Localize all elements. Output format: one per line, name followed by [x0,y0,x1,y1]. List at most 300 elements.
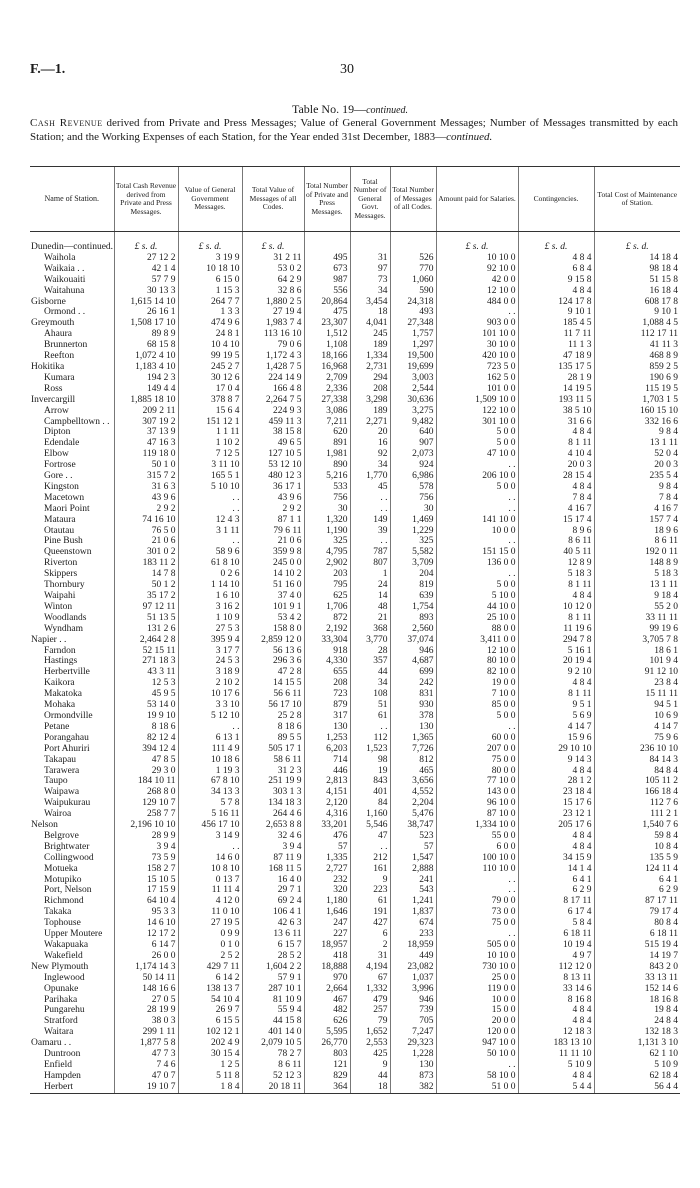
total-value: 2,653 8 8 [242,820,304,831]
contingencies: 4 8 4 [518,1071,594,1082]
total-value: 53 12 10 [242,460,304,471]
num-private: 1,646 [304,907,350,918]
govt-value: 67 8 10 [178,776,242,787]
num-total: 705 [390,1016,436,1027]
col-header-maintenance: Total Cost of Maintenance of Station. [594,167,680,232]
govt-value: 24 5 3 [178,656,242,667]
govt-value: 3 17 7 [178,646,242,657]
num-total: 640 [390,427,436,438]
station-name: Maori Point [44,503,90,514]
num-total: 1,037 [390,973,436,984]
num-private: 208 [304,678,350,689]
station-name: Riverton [44,558,78,569]
station-name: Pine Bush [44,536,83,547]
station-name: Collingwood [44,852,94,863]
contingencies: 8 16 8 [518,995,594,1006]
num-govt: 67 [350,973,390,984]
salaries: . . [436,493,518,504]
num-govt: 48 [350,602,390,613]
salaries: . . [436,1060,518,1071]
contingencies: 8 17 11 [518,896,594,907]
contingencies: 8 1 11 [518,689,594,700]
cash-revenue: 38 0 3 [114,1016,178,1027]
maintenance-cost: 79 17 4 [594,907,680,918]
maintenance-cost: 4 16 7 [594,504,680,515]
table-row [30,646,680,657]
num-govt: 245 [350,329,390,340]
salaries: 85 0 0 [436,700,518,711]
num-private: 5,216 [304,471,350,482]
num-govt: 401 [350,787,390,798]
contingencies: 7 8 4 [518,493,594,504]
station-name: Farndon [44,645,76,656]
num-govt: 212 [350,853,390,864]
station-name: Herbert [30,1082,114,1093]
contingencies: 183 13 10 [518,1038,594,1049]
table-row [30,417,680,428]
num-private: 1,512 [304,329,350,340]
continued-label: Dunedin—continued. [31,242,114,252]
govt-value: . . [178,722,242,733]
salaries: 903 0 0 [436,318,518,329]
total-value: 52 12 3 [242,1071,304,1082]
govt-value: 3 18 9 [178,667,242,678]
num-private: 1,108 [304,340,350,351]
num-total: 130 [390,1060,436,1071]
total-value: 2,264 7 5 [242,395,304,406]
num-private: 2,727 [304,864,350,875]
num-govt: 34 [350,286,390,297]
table-row [30,275,680,286]
salaries: 120 0 0 [436,1027,518,1038]
num-govt: . . [350,722,390,733]
total-value: 13 6 11 [242,929,304,940]
num-govt: 19 [350,766,390,777]
total-value: 25 2 8 [242,711,304,722]
maintenance-cost: 56 4 4 [594,1082,680,1093]
station-name: Waihola [44,252,76,263]
table-row [30,635,680,646]
num-total: 29,323 [390,1038,436,1049]
col-header-num-govt: Total Number of General Govt. Messages. [350,167,390,232]
contingencies: 8 1 11 [518,613,594,624]
num-private: 5,595 [304,1027,350,1038]
num-total: 27,348 [390,318,436,329]
station-name: Macetown [44,492,85,503]
contingencies: 20 0 3 [518,460,594,471]
total-value: 43 9 6 [242,493,304,504]
num-private: 475 [304,307,350,318]
num-total: 831 [390,689,436,700]
govt-value: 0 2 6 [178,569,242,580]
num-total: 325 [390,536,436,547]
num-total: 770 [390,264,436,275]
cash-revenue: 95 3 3 [114,907,178,918]
num-total: 756 [390,493,436,504]
cash-revenue: 74 16 10 [114,515,178,526]
station-table [30,166,680,1094]
num-govt: 61 [350,896,390,907]
num-total: 739 [390,1005,436,1016]
govt-value: 6 15 5 [178,1016,242,1027]
govt-value: 5 12 10 [178,711,242,722]
contingencies: 10 19 4 [518,940,594,951]
num-govt: 108 [350,689,390,700]
govt-value: 10 4 10 [178,340,242,351]
total-value: 36 17 1 [242,482,304,493]
num-govt: 368 [350,624,390,635]
govt-value: . . [178,842,242,853]
maintenance-cost: 16 18 4 [594,286,680,297]
table-row [30,1049,680,1060]
total-value: 2,859 12 0 [242,635,304,646]
num-govt: 257 [350,1005,390,1016]
total-value: 166 4 8 [242,384,304,395]
salaries: 79 0 0 [436,896,518,907]
salaries: 207 0 0 [436,744,518,755]
total-value: 303 1 3 [242,787,304,798]
salaries: 101 0 0 [436,384,518,395]
num-private: 533 [304,482,350,493]
salaries: 12 10 0 [436,286,518,297]
station-name: Dipton [44,427,71,438]
total-value: 64 2 9 [242,275,304,286]
num-private: 620 [304,427,350,438]
govt-value: 34 13 3 [178,787,242,798]
govt-value: 151 12 1 [178,417,242,428]
contingencies: 11 11 10 [518,1049,594,1060]
total-value: 53 0 2 [242,264,304,275]
total-value: 287 10 1 [242,984,304,995]
num-total: 1,837 [390,907,436,918]
table-row [30,831,680,842]
station-name: Waitahuna [44,285,85,296]
table-row [30,515,680,526]
salaries: 10 0 0 [436,526,518,537]
unit-label: £ s. d. [178,232,242,253]
maintenance-cost: 19 8 4 [594,1005,680,1016]
table-row [30,656,680,667]
govt-value: 61 8 10 [178,558,242,569]
num-govt: 189 [350,406,390,417]
num-govt: 1,652 [350,1027,390,1038]
table-row [30,678,680,689]
maintenance-cost: 115 19 5 [594,384,680,395]
salaries: 96 10 0 [436,798,518,809]
total-value: 32 4 6 [242,831,304,842]
num-govt: 479 [350,995,390,1006]
cash-revenue: 21 0 6 [114,536,178,547]
table-row [30,864,680,875]
total-value: 134 18 3 [242,798,304,809]
cash-revenue: 42 1 4 [114,264,178,275]
num-govt: 208 [350,384,390,395]
num-total: 3,275 [390,406,436,417]
num-private: 232 [304,875,350,886]
num-private: 33,201 [304,820,350,831]
station-name: Ahaura [44,329,72,340]
contingencies: 47 18 9 [518,351,594,362]
station-name: Otautau [44,525,75,536]
table-row [30,482,680,493]
num-govt: 161 [350,864,390,875]
contingencies: 14 19 5 [518,384,594,395]
cash-revenue: 271 18 3 [114,656,178,667]
station-name: Belgrove [44,830,79,841]
table-row [30,569,680,580]
cash-revenue: 47 16 3 [114,438,178,449]
table-row [30,297,680,308]
num-govt: 73 [350,275,390,286]
num-private: 320 [304,885,350,896]
total-value: 2 9 2 [242,504,304,515]
total-value: 505 17 1 [242,744,304,755]
total-value: 37 4 0 [242,591,304,602]
num-private: 121 [304,1060,350,1071]
maintenance-cost: 1,540 7 6 [594,820,680,831]
maintenance-cost: 59 8 4 [594,831,680,842]
maintenance-cost: 99 19 6 [594,624,680,635]
salaries: . . [436,307,518,318]
cash-revenue: 26 16 1 [114,307,178,318]
col-header-contingencies: Contingencies. [518,167,594,232]
num-total: 1,241 [390,896,436,907]
cash-revenue: 43 9 6 [114,493,178,504]
cash-revenue: 89 8 9 [114,329,178,340]
govt-value: 3 3 10 [178,700,242,711]
station-name: Hokitika [31,361,65,372]
num-private: 30 [304,504,350,515]
cash-revenue: 47 0 7 [114,1071,178,1082]
maintenance-cost: 152 14 6 [594,984,680,995]
num-total: 523 [390,831,436,842]
num-total: 37,074 [390,635,436,646]
total-value: 56 6 11 [242,689,304,700]
num-total: 873 [390,1071,436,1082]
num-govt: 44 [350,667,390,678]
maintenance-cost: 132 18 3 [594,1027,680,1038]
num-total: 3,996 [390,984,436,995]
num-private: 16,968 [304,362,350,373]
total-value: 81 10 9 [242,995,304,1006]
num-total: 1,547 [390,853,436,864]
total-value: 47 2 8 [242,667,304,678]
num-govt: 3,770 [350,635,390,646]
maintenance-cost: 41 11 3 [594,340,680,351]
total-value: 79 0 6 [242,340,304,351]
total-value: 1,604 2 2 [242,962,304,973]
govt-value: 1 1 11 [178,427,242,438]
maintenance-cost: 468 8 9 [594,351,680,362]
num-private: 1,335 [304,853,350,864]
total-value: 16 4 0 [242,875,304,886]
salaries: . . [436,885,518,896]
station-name: Fortrose [44,460,76,471]
num-total: 1,297 [390,340,436,351]
num-govt: 31 [350,253,390,264]
govt-value: 1 6 10 [178,591,242,602]
cash-revenue: 50 1 2 [114,580,178,591]
contingencies: 6 2 9 [518,885,594,896]
maintenance-cost: 62 1 10 [594,1049,680,1060]
contingencies: 5 18 3 [518,569,594,580]
maintenance-cost: 80 8 4 [594,918,680,929]
num-total: 1,469 [390,515,436,526]
num-total: 578 [390,482,436,493]
total-value: 49 6 5 [242,438,304,449]
salaries: 15 0 0 [436,1005,518,1016]
contingencies: 112 12 0 [518,962,594,973]
num-total: 465 [390,766,436,777]
num-private: 467 [304,995,350,1006]
col-header-num-total: Total Number of Messages of all Codes. [390,167,436,232]
total-value: 480 12 3 [242,471,304,482]
table-row [30,329,680,340]
contingencies: 135 17 5 [518,362,594,373]
table-row [30,755,680,766]
cash-revenue: 35 17 2 [114,591,178,602]
salaries: 44 10 0 [436,602,518,613]
maintenance-cost: 6 2 9 [594,885,680,896]
num-total: 924 [390,460,436,471]
salaries: 42 0 0 [436,275,518,286]
station-name: Waikouaiti [44,274,86,285]
station-name: Port, Nelson [44,885,92,896]
table-row [30,1005,680,1016]
total-value: 296 3 6 [242,656,304,667]
station-name: Reefton [44,351,75,362]
maintenance-cost: 10 8 4 [594,842,680,853]
num-private: 2,192 [304,624,350,635]
contingencies: 8 13 11 [518,973,594,984]
contingencies: 23 18 4 [518,787,594,798]
salaries: . . [436,536,518,547]
cash-revenue: 50 14 11 [114,973,178,984]
station-name: Campbelltown . . [44,416,110,427]
cash-revenue: 43 3 11 [114,667,178,678]
contingencies: 8 9 6 [518,526,594,537]
station-name: Tarawera [44,765,80,776]
num-private: 325 [304,536,350,547]
table-row [30,1038,680,1049]
table-row [30,711,680,722]
cash-revenue: 307 19 2 [114,417,178,428]
num-total: 3,709 [390,558,436,569]
num-govt: 149 [350,515,390,526]
salaries: 141 10 0 [436,515,518,526]
maintenance-cost: 51 15 8 [594,275,680,286]
num-private: 7,211 [304,417,350,428]
table-row [30,1016,680,1027]
cash-revenue: 31 6 3 [114,482,178,493]
num-total: 907 [390,438,436,449]
contingencies: 12 18 3 [518,1027,594,1038]
maintenance-cost: 15 11 11 [594,689,680,700]
cash-revenue: 15 10 5 [114,875,178,886]
num-total: 6,986 [390,471,436,482]
contingencies: 5 4 4 [518,1082,594,1093]
govt-value: 6 15 0 [178,275,242,286]
salaries: 51 0 0 [436,1082,518,1093]
govt-value: 3 11 10 [178,460,242,471]
num-private: 18,888 [304,962,350,973]
contingencies: 4 8 4 [518,286,594,297]
table-row [30,984,680,995]
col-header-govt-value: Value of General Government Messages. [178,167,242,232]
total-value: 38 15 8 [242,427,304,438]
total-value: 127 10 5 [242,449,304,460]
num-govt: 34 [350,678,390,689]
station-name: Kaikora [44,678,75,689]
table-row [30,504,680,515]
govt-value: 4 12 0 [178,896,242,907]
maintenance-cost: 1,131 3 10 [594,1038,680,1049]
station-name: Tophouse [44,918,81,929]
table-row [30,427,680,438]
num-private: 795 [304,580,350,591]
table-row [30,558,680,569]
total-value: 106 4 1 [242,907,304,918]
contingencies: 10 12 0 [518,602,594,613]
maintenance-cost: 24 8 4 [594,1016,680,1027]
cash-revenue: 57 7 9 [114,275,178,286]
station-name: Porangahau [44,732,89,743]
station-name: Gore . . [44,471,73,482]
maintenance-cost: 608 17 8 [594,297,680,308]
num-govt: 1,523 [350,744,390,755]
total-value: 8 6 11 [242,1060,304,1071]
cash-revenue: 394 12 4 [114,744,178,755]
maintenance-cost: 515 19 4 [594,940,680,951]
cash-revenue: 1,885 18 10 [114,395,178,406]
station-name: Napier . . [31,634,67,645]
total-value: 56 13 6 [242,646,304,657]
num-govt: 2,271 [350,417,390,428]
station-name: Ross [44,383,63,394]
num-govt: 5,546 [350,820,390,831]
num-private: 23,307 [304,318,350,329]
govt-value: 5 11 8 [178,1071,242,1082]
salaries: 10 0 0 [436,995,518,1006]
salaries: . . [436,569,518,580]
num-total: 241 [390,875,436,886]
total-value: 1,880 2 5 [242,297,304,308]
num-total: 3,003 [390,373,436,384]
govt-value: 26 9 7 [178,1005,242,1016]
salaries: 484 0 0 [436,297,518,308]
salaries: 730 10 0 [436,962,518,973]
contingencies: 40 5 11 [518,547,594,558]
total-value: 55 9 4 [242,1005,304,1016]
maintenance-cost: 236 10 10 [594,744,680,755]
station-name: Petane [44,721,70,732]
station-name: Edendale [44,438,80,449]
num-govt: 1,332 [350,984,390,995]
govt-value: 27 5 3 [178,624,242,635]
salaries: 122 10 0 [436,406,518,417]
station-name: Pungarehu [44,1005,85,1016]
cash-revenue: 8 18 6 [114,722,178,733]
table-row [30,613,680,624]
table-row [30,973,680,984]
govt-value: 456 17 10 [178,820,242,831]
salaries: 151 15 0 [436,547,518,558]
num-private: 227 [304,929,350,940]
contingencies: 29 10 10 [518,744,594,755]
station-name: Waikaia . . [44,263,85,274]
station-name: Mohaka [44,700,76,711]
table-title-continued: continued. [366,105,409,116]
